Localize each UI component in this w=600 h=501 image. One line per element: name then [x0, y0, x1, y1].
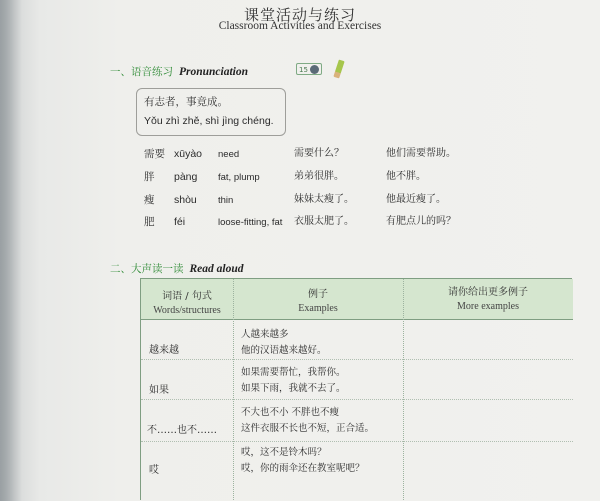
section-read-aloud-heading [110, 261, 244, 276]
row-divider [141, 399, 573, 400]
vocab-row [144, 192, 233, 207]
table-header-words [141, 287, 233, 316]
table-row-examples [241, 445, 365, 477]
section-label: 一、语音练习 [110, 66, 173, 78]
column-divider [403, 279, 404, 500]
table-row-examples [241, 327, 327, 359]
vocab-meaning: loose-fitting, fat [218, 217, 283, 228]
vocab-char: 肥 [144, 216, 155, 228]
vocab-example-2: 他最近瘦了。 [386, 194, 446, 205]
vocab-row [144, 214, 282, 229]
page-gutter-shadow [0, 0, 22, 501]
header-en: Words/structures [153, 305, 221, 316]
vocab-meaning: thin [218, 195, 234, 206]
vocab-example-1: 弟弟很胖。 [294, 171, 344, 182]
vocab-row [144, 146, 239, 161]
table-row-examples [241, 365, 346, 397]
section-pronunciation-heading [110, 64, 248, 79]
header-zh: 请你给出更多例子 [448, 287, 528, 298]
vocab-pinyin: shòu [174, 194, 197, 206]
vocab-char: 需要 [144, 148, 165, 160]
pencil-icon [333, 60, 344, 79]
vocab-meaning: fat, plump [218, 172, 260, 183]
section-title-en: Pronunciation [179, 66, 249, 78]
row-divider [141, 359, 573, 360]
section-label: 二、大声读一读 [110, 263, 184, 275]
example-line: 哎，这不是铃木吗？ [241, 447, 327, 458]
table-header-examples [233, 285, 403, 314]
audio-track-badge[interactable] [296, 63, 322, 75]
vocab-example-2: 有肥点儿的吗？ [386, 216, 456, 227]
row-divider [141, 441, 573, 442]
header-en: Examples [298, 303, 338, 314]
vocab-row [144, 169, 260, 184]
vocab-example-1: 妹妹太瘦了。 [294, 194, 354, 205]
header-en: More examples [457, 301, 519, 312]
proverb-chinese: 有志者，事竟成。 [144, 96, 228, 108]
table-row-examples [241, 405, 374, 437]
table-row-term: 如果 [149, 385, 169, 396]
page-subtitle: Classroom Activities and Exercises [218, 20, 382, 32]
example-line: 他的汉语越来越好。 [241, 345, 327, 356]
example-line: 哎，你的雨伞还在教室呢吧？ [241, 463, 365, 474]
page-title: 课堂活动与练习 [243, 6, 356, 24]
header-zh: 词语 / 句式 [162, 291, 212, 302]
section-title-en: Read aloud [189, 263, 244, 275]
vocab-meaning: need [218, 149, 240, 160]
track-number: 15 [299, 66, 308, 74]
example-line: 这件衣服不长也不短，正合适。 [241, 423, 375, 434]
table-row-term: 越来越 [149, 345, 179, 356]
table-row-term: 哎 [149, 465, 159, 476]
vocab-pinyin: xūyào [174, 148, 203, 160]
table-row-term: 不……也不…… [147, 425, 217, 436]
vocab-pinyin: pàng [174, 171, 198, 183]
example-line: 如果下雨，我就不去了。 [241, 383, 346, 394]
vocab-pinyin: féi [174, 216, 186, 228]
proverb-pinyin: Yǒu zhì zhě, shì jìng chéng. [144, 115, 274, 127]
vocab-char: 瘦 [144, 194, 155, 206]
vocab-example-2: 他们需要帮助。 [386, 148, 456, 159]
example-line: 人越来越多 [241, 329, 289, 340]
header-zh: 例子 [308, 289, 328, 300]
example-line: 不大也不小 不胖也不瘦 [241, 407, 340, 418]
vocab-example-2: 他不胖。 [386, 171, 426, 182]
table-header-more-examples [403, 283, 573, 312]
read-aloud-table [140, 278, 572, 500]
vocab-example-1: 衣服太肥了。 [294, 216, 354, 227]
cd-icon [310, 65, 319, 74]
vocab-char: 胖 [144, 171, 155, 183]
example-line: 如果需要帮忙，我帮你。 [241, 367, 346, 378]
vocab-example-1: 需要什么？ [294, 148, 344, 159]
